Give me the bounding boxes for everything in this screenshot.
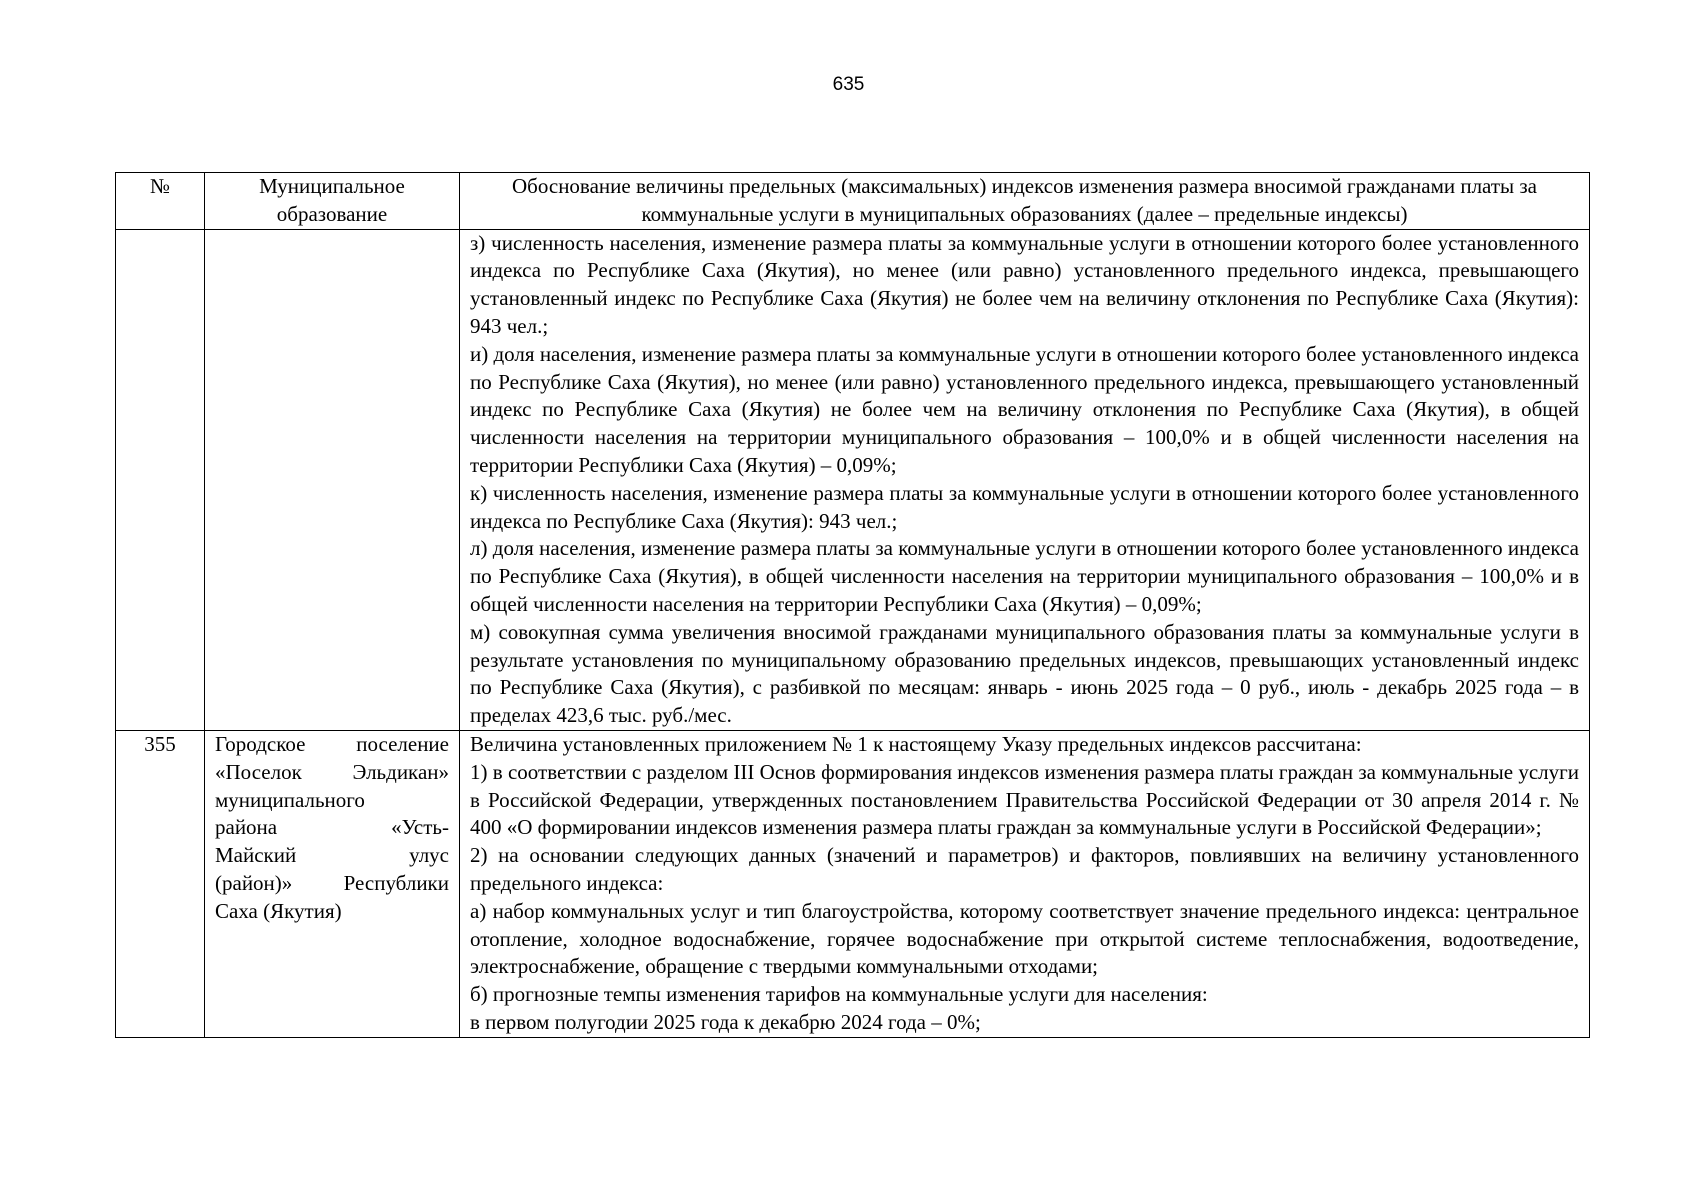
indices-justification-table xyxy=(115,172,1590,1038)
municipality-line: муниципального xyxy=(215,787,365,812)
municipality-line: «Поселок Эльдикан» xyxy=(215,759,449,784)
paragraph-l: л) доля населения, изменение размера платы за коммунальные услуги в отношении которого более установленного индекса по Республике Саха (Якутия), в общей численности населения на территории муниципального образования – 100,0% и в общей численности населения на территории Республики Саха (Якутия) – 0,09%; xyxy=(470,536,1579,616)
page-number: 635 xyxy=(832,74,865,95)
header-justification: Обоснование величины предельных (максимальных) индексов изменения размера вносимой гражданами платы за коммунальные услуги в муниципальных образованиях (далее – предельные индексы) xyxy=(460,173,1590,230)
header-municipality: Муниципальное образование xyxy=(205,173,460,230)
table-row xyxy=(116,229,1590,730)
municipality-line: Городское поселение xyxy=(215,731,449,756)
row-number xyxy=(116,229,205,730)
paragraph-i: и) доля населения, изменение размера платы за коммунальные услуги в отношении которого более установленного индекса по Республике Саха (Якутия), но менее (или равно) установленного предельного индекса, превышающего установленный индекс по Республике Саха (Якутия) не более чем на величину отклонения по Республике Саха (Якутия), в общей численности населения на территории муниципального образования – 100,0% и в общей численности населения на территории Республики Саха (Якутия) – 0,09%; xyxy=(470,341,1579,477)
paragraph-b-first-half: в первом полугодии 2025 года к декабрю 2024 года – 0%; xyxy=(470,1009,981,1034)
paragraph-b: б) прогнозные темпы изменения тарифов на коммунальные услуги для населения: xyxy=(470,982,1208,1007)
row-number: 355 xyxy=(116,730,205,1037)
paragraph-k: к) численность населения, изменение размера платы за коммунальные услуги в отношении которого более установленного индекса по Республике Саха (Якутия): 943 чел.; xyxy=(470,480,1579,533)
row-justification xyxy=(460,730,1590,1037)
paragraph-z: з) численность населения, изменение размера платы за коммунальные услуги в отношении которого более установленного индекса по Республике Саха (Якутия), но менее (или равно) установленного предельного индекса, превышающего установленный индекс по Республике Саха (Якутия) не более чем на величину отклонения по Республике Саха (Якутия): 943 чел.; xyxy=(470,230,1579,338)
header-number: № xyxy=(116,173,205,230)
paragraph-m: м) совокупная сумма увеличения вносимой гражданами муниципального образования платы за коммунальные услуги в результате установления по муниципальному образованию предельных индексов, превышающих установленный индекс по Республике Саха (Якутия), с разбивкой по месяцам: январь - июнь 2025 года – 0 руб., июль - декабрь 2025 года – в пределах 423,6 тыс. руб./мес. xyxy=(470,619,1579,728)
municipality-line: Саха (Якутия) xyxy=(215,898,342,923)
paragraph-1: 1) в соответствии с разделом III Основ формирования индексов изменения размера платы граждан за коммунальные услуги в Российской Федерации, утвержденных постановлением Правительства Российской Федерации от 30 апреля 2014 г. № 400 «О формировании индексов изменения размера платы граждан за коммунальные услуги в Российской Федерации»; xyxy=(470,759,1579,840)
paragraph-a: а) набор коммунальных услуг и тип благоустройства, которому соответствует значение предельного индекса: центральное отопление, холодное водоснабжение, горячее водоснабжение при открытой системе теплоснабжения, водоотведение, электроснабжение, обращение с твердыми коммунальными отходами; xyxy=(470,898,1579,979)
row-municipality xyxy=(205,229,460,730)
municipality-line: района «Усть- xyxy=(215,815,449,840)
row-justification xyxy=(460,229,1590,730)
municipality-line: (район)» Республики xyxy=(215,870,449,895)
table-header-row xyxy=(116,173,1590,230)
row-municipality xyxy=(205,730,460,1037)
table-row xyxy=(116,730,1590,1037)
municipality-line: Майский улус xyxy=(215,843,449,868)
paragraph-2: 2) на основании следующих данных (значений и параметров) и факторов, повлиявших на величину установленного предельного индекса: xyxy=(470,843,1579,895)
paragraph-intro: Величина установленных приложением № 1 к настоящему Указу предельных индексов рассчитана: xyxy=(470,731,1362,756)
